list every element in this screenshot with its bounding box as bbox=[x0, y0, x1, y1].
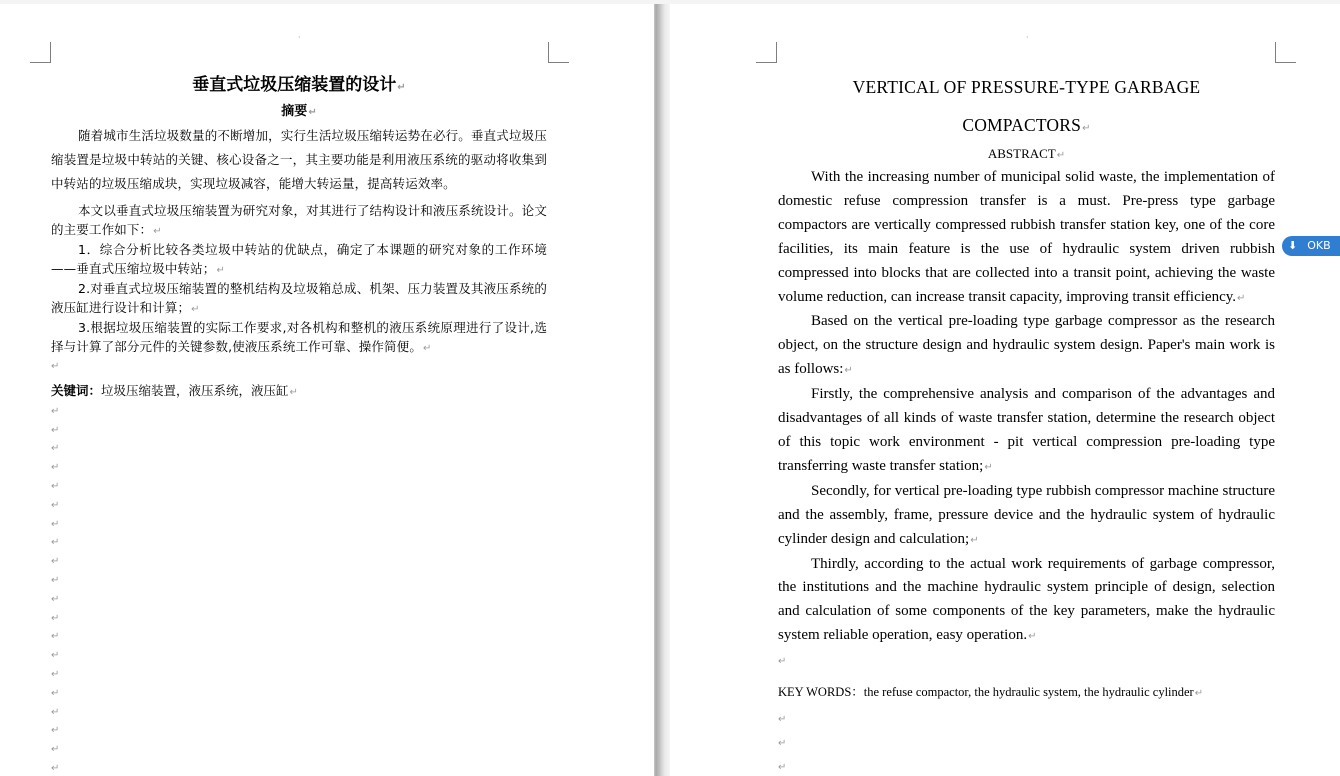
floating-ok-badge[interactable] bbox=[1282, 236, 1340, 256]
english-title-line-1: VERTICAL OF PRESSURE-TYPE GARBAGE bbox=[852, 77, 1201, 97]
empty-paragraph: ↵ bbox=[51, 631, 60, 643]
empty-paragraph: ↵ bbox=[51, 668, 60, 680]
empty-paragraph: ↵ bbox=[51, 762, 60, 774]
chinese-abstract-column[interactable] bbox=[51, 68, 547, 776]
crop-mark-top-left bbox=[30, 42, 51, 63]
english-paragraph: With the increasing number of municipal solid waste, the implementation of domestic refuse compression transfer is a must. Pre-press type garbage compactors are vertically compressed rubbish transfer station key, one of the core facilities, its main feature is the use of hydraulic system driven rubbish compressed into blocks that are collected into a transit point, achieving the waste volume reduction, can increase transit capacity, improving transit efficiency.↵ bbox=[778, 169, 1275, 305]
english-keywords: KEY WORDS：the refuse compactor, the hydraulic system, the hydraulic cylinder↵ bbox=[778, 684, 1204, 699]
empty-paragraph: ↵ bbox=[51, 405, 60, 417]
english-paragraph: Secondly, for vertical pre-loading type rubbish compressor machine structure and the assembly, frame, pressure device and the hydraulic system of hydraulic cylinder design and calculation;↵ bbox=[778, 482, 1275, 547]
empty-paragraph: ↵ bbox=[51, 650, 60, 662]
empty-paragraph: ↵ bbox=[778, 761, 787, 773]
empty-paragraph: ↵ bbox=[51, 593, 60, 605]
crop-mark-top-left bbox=[756, 42, 777, 63]
right-document-page[interactable] bbox=[670, 4, 1340, 776]
header-tick-mark: · bbox=[298, 33, 301, 42]
english-abstract-column[interactable] bbox=[778, 68, 1275, 776]
empty-paragraph: ↵ bbox=[51, 499, 60, 511]
empty-paragraph: ↵ bbox=[51, 725, 60, 737]
chinese-abstract-heading: 摘要↵ bbox=[281, 104, 317, 119]
empty-paragraph: ↵ bbox=[51, 537, 60, 549]
empty-paragraph: ↵ bbox=[51, 480, 60, 492]
empty-paragraph: ↵ bbox=[51, 361, 60, 372]
empty-paragraph: ↵ bbox=[778, 713, 787, 725]
empty-paragraph-list bbox=[51, 403, 547, 776]
page-gutter bbox=[654, 4, 670, 776]
empty-paragraph: ↵ bbox=[778, 656, 787, 668]
badge-label: OKB bbox=[1307, 239, 1331, 252]
empty-paragraph: ↵ bbox=[51, 687, 60, 699]
chinese-paragraph: 本文以垂直式垃圾压缩装置为研究对象，对其进行了结构设计和液压系统设计。论文的主要工作如下：↵ bbox=[51, 203, 547, 237]
english-abstract-heading: ABSTRACT↵ bbox=[987, 146, 1066, 161]
empty-paragraph: ↵ bbox=[51, 462, 60, 474]
chinese-keywords: 关键词：垃圾压缩装置，液压系统，液压缸↵ bbox=[51, 382, 298, 398]
header-tick-mark: · bbox=[1026, 33, 1029, 42]
empty-paragraph: ↵ bbox=[51, 424, 60, 436]
chinese-title: 垂直式垃圾压缩装置的设计↵ bbox=[192, 75, 406, 95]
down-arrow-icon: ⬇ bbox=[1288, 239, 1298, 252]
chinese-paragraph: 随着城市生活垃圾数量的不断增加，实行生活垃圾压缩转运势在必行。垂直式垃圾压缩装置是垃圾中转站的关键、核心设备之一，其主要功能是利用液压系统的驱动将收集到中转站的垃圾压缩成块，实现垃圾减容，能增大转运量，提高转运效率。 bbox=[51, 128, 547, 191]
empty-paragraph: ↵ bbox=[51, 744, 60, 756]
english-paragraph: Thirdly, according to the actual work requirements of garbage compressor, the institutions and the machine hydraulic system principle of design, selection and calculation of some components of the key parameters, make the hydraulic system reliable operation, easy operation.↵ bbox=[778, 555, 1275, 644]
empty-paragraph: ↵ bbox=[51, 706, 60, 718]
empty-paragraph-list bbox=[778, 708, 1275, 776]
english-paragraph: Based on the vertical pre-loading type garbage compressor as the research object, on the structure design and hydraulic system design. Paper's main work is as follows:↵ bbox=[778, 313, 1275, 378]
chinese-paragraph: 2.对垂直式垃圾压缩装置的整机结构及垃圾箱总成、机架、压力装置及其液压系统的液压缸进行设计和计算；↵ bbox=[51, 281, 547, 315]
empty-paragraph: ↵ bbox=[51, 556, 60, 568]
empty-paragraph: ↵ bbox=[51, 518, 60, 530]
left-document-page[interactable] bbox=[0, 4, 654, 776]
chinese-paragraph: 3.根据垃圾压缩装置的实际工作要求,对各机构和整机的液压系统原理进行了设计,选择与计算了部分元件的关键参数,使液压系统工作可靠、操作简便。↵ bbox=[51, 320, 547, 354]
empty-paragraph: ↵ bbox=[51, 574, 60, 586]
crop-mark-top-right bbox=[1275, 42, 1296, 63]
empty-paragraph: ↵ bbox=[51, 612, 60, 624]
empty-paragraph: ↵ bbox=[778, 737, 787, 749]
empty-paragraph: ↵ bbox=[51, 443, 60, 455]
english-title-line-2: COMPACTORS↵ bbox=[962, 115, 1091, 135]
crop-mark-top-right bbox=[548, 42, 569, 63]
english-paragraph: Firstly, the comprehensive analysis and comparison of the advantages and disadvantages of all kinds of waste transfer station, determine the research object of this topic work environment - pit vertical compression pre-loading type transferring waste transfer station;↵ bbox=[778, 386, 1275, 474]
chinese-paragraph: 1．综合分析比较各类垃圾中转站的优缺点，确定了本课题的研究对象的工作环境——垂直式压缩垃圾中转站；↵ bbox=[51, 242, 547, 276]
